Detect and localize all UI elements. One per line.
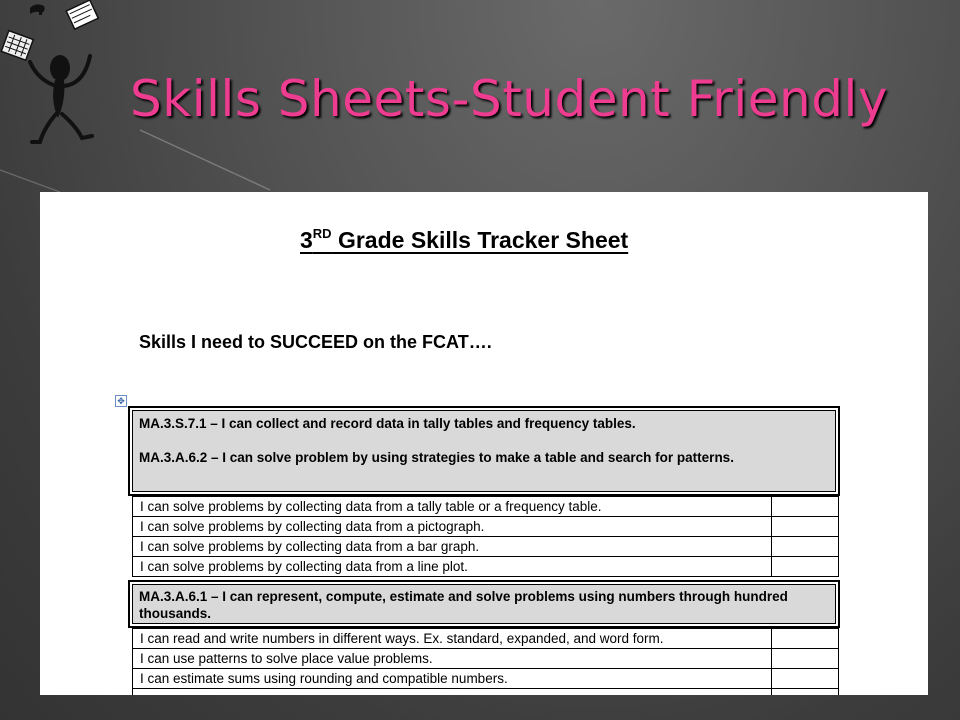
skill-label: I can solve problems by collecting data from a tally table or a frequency table. (133, 497, 772, 517)
check-cell[interactable] (772, 557, 839, 577)
check-cell[interactable] (772, 629, 839, 649)
title-number: 3 (300, 227, 313, 253)
skill-label (133, 689, 772, 696)
standard-line: MA.3.A.6.2 – I can solve problem by using strategies to make a table and search for patterns. (139, 450, 734, 465)
skill-label: I can solve problems by collecting data from a bar graph. (133, 537, 772, 557)
skills-table-numbers (132, 628, 839, 695)
document-screenshot (40, 192, 928, 695)
table-row (133, 557, 839, 577)
skill-label: I can read and write numbers in different ways. Ex. standard, expanded, and word form. (133, 629, 772, 649)
check-cell[interactable] (772, 649, 839, 669)
skills-table-data (132, 496, 839, 577)
check-cell[interactable] (772, 497, 839, 517)
skill-label: I can solve problems by collecting data from a pictograph. (133, 517, 772, 537)
check-cell[interactable] (772, 689, 839, 696)
table-row (133, 537, 839, 557)
title-rest: Grade Skills Tracker Sheet (337, 227, 629, 253)
document-subtitle: Skills I need to SUCCEED on the FCAT…. (139, 332, 492, 352)
skill-label: I can estimate sums using rounding and compatible numbers. (133, 669, 772, 689)
table-move-handle-icon[interactable]: ✥ (115, 395, 127, 407)
title-superscript: RD (312, 226, 332, 241)
table-row (133, 689, 839, 696)
check-cell[interactable] (772, 537, 839, 557)
table-row (133, 629, 839, 649)
skill-label: I can use patterns to solve place value problems. (133, 649, 772, 669)
standard-line: MA.3.S.7.1 – I can collect and record data in tally tables and frequency tables. (139, 416, 636, 431)
standard-line: MA.3.A.6.1 – I can represent, compute, estimate and solve problems using numbers through hundred thousands. (139, 589, 788, 621)
document-title (300, 226, 628, 254)
table-row (133, 669, 839, 689)
skill-label: I can solve problems by collecting data from a line plot. (133, 557, 772, 577)
check-cell[interactable] (772, 517, 839, 537)
table-row (133, 517, 839, 537)
slide-title: Skills Sheets-Student Friendly (130, 70, 888, 128)
stick-figure-juggling-icon (0, 0, 110, 150)
table-row (133, 497, 839, 517)
section-header-numbers (128, 580, 840, 628)
section-header-data (128, 406, 840, 496)
check-cell[interactable] (772, 669, 839, 689)
table-row (133, 649, 839, 669)
